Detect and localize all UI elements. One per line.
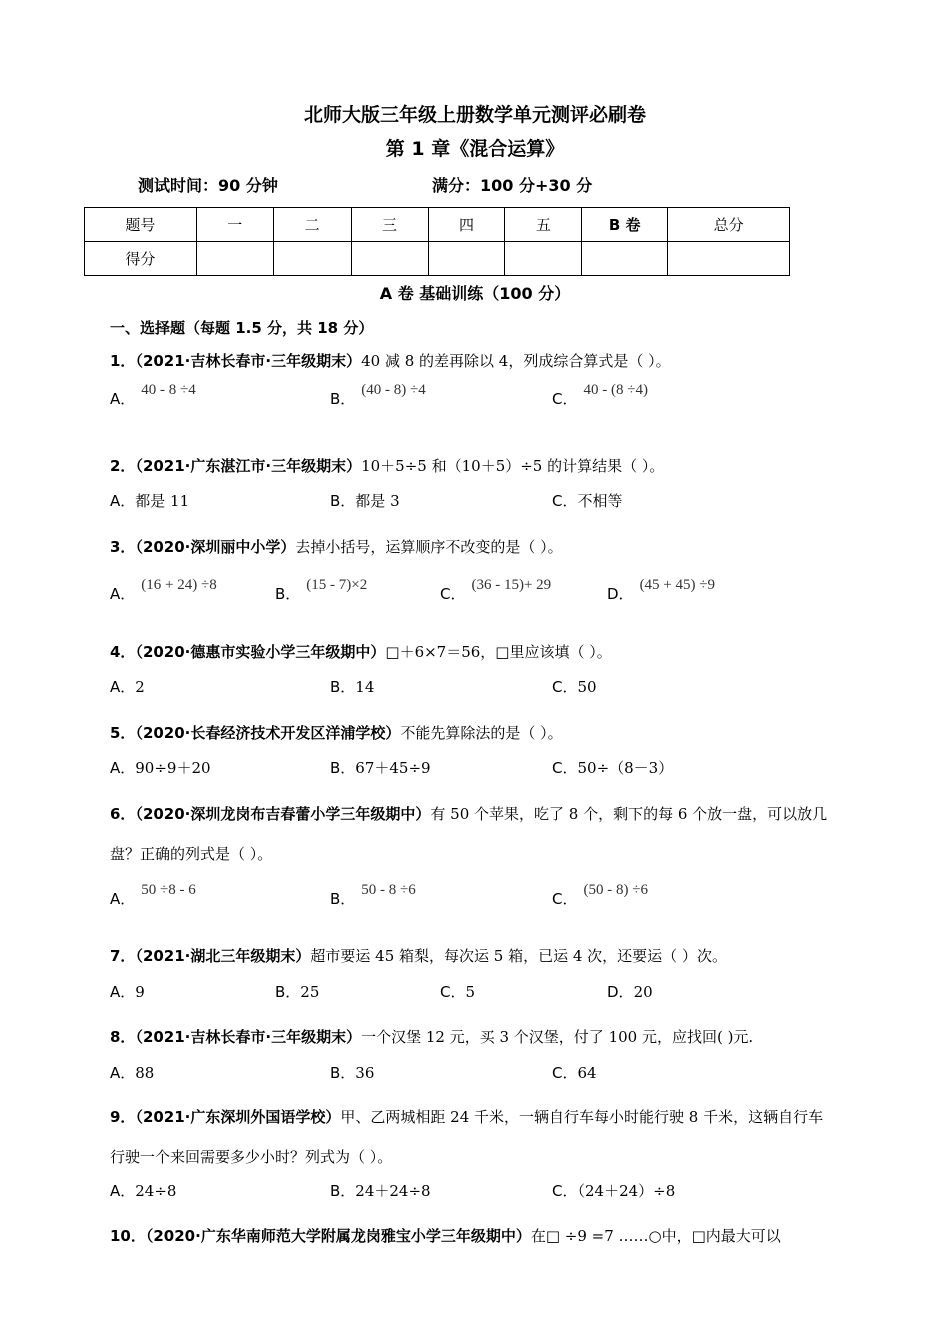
score-table-header-row [85,208,790,242]
option-c[interactable]: C．5 [440,983,476,1001]
option-b[interactable]: B．14 [330,678,375,696]
option-d[interactable]: D．20 [607,983,653,1001]
score-cell [428,242,505,276]
option-c[interactable]: C． (50 - 8) ÷6 [552,882,648,908]
question-4-options [110,676,838,706]
option-c[interactable]: C．（24＋24）÷8 [552,1182,676,1200]
option-a[interactable]: A．24÷8 [110,1182,177,1200]
question-9: 9．（2021·广东深圳外国语学校）甲、乙两城相距 24 千米，一辆自行车每小时能行驶 8 千米，这辆自行车行驶一个来回需要多少小时？列式为（ ）。 [110,1108,824,1166]
table-cell: 三 [351,208,428,242]
document-title: 北师大版三年级上册数学单元测评必刷卷 [303,104,646,126]
score-cell [196,242,273,276]
option-a[interactable]: A．都是 11 [110,492,190,510]
option-b[interactable]: B． (15 - 7)×2 [275,577,368,603]
option-a[interactable]: A．2 [110,678,145,696]
table-cell: B 卷 [582,208,668,242]
option-c[interactable]: C．50÷（8－3） [552,759,674,777]
table-cell: 总分 [668,208,790,242]
table-cell: 四 [428,208,505,242]
question-2-options [110,490,838,520]
option-b[interactable]: B．67＋45÷9 [330,759,431,777]
question-1-options [110,382,838,418]
option-a[interactable]: A． 50 ÷8 - 6 [110,882,196,908]
option-a[interactable]: A．90÷9＋20 [110,759,211,777]
question-7: 7．（2021·湖北三年级期末）超市要运 45 箱梨，每次运 5 箱，已运 4 次，还要运（ ）次。 [110,947,727,965]
score-cell [582,242,668,276]
question-8-options [110,1062,838,1092]
option-c[interactable]: C． (36 - 15)+ 29 [440,577,552,603]
part-1-title: 一、选择题（每题 1.5 分，共 18 分） [110,319,374,337]
test-time: 测试时间：90 分钟 [138,176,278,195]
score-cell [351,242,428,276]
table-cell: 得分 [85,242,197,276]
section-a-title: A 卷 基础训练（100 分） [379,284,571,303]
table-cell: 五 [505,208,582,242]
option-a[interactable]: A． 40 - 8 ÷4 [110,382,196,408]
option-d[interactable]: D． (45 + 45) ÷9 [607,577,715,603]
score-table [84,207,790,276]
full-score: 满分：100 分+30 分 [432,176,593,195]
option-b[interactable]: B．24＋24÷8 [330,1182,431,1200]
chapter-title: 第 1 章《混合运算》 [385,138,565,160]
option-c[interactable]: C．50 [552,678,597,696]
option-b[interactable]: B． 50 - 8 ÷6 [330,882,416,908]
question-3-options [110,577,838,613]
table-cell: 题号 [85,208,197,242]
option-c[interactable]: C．64 [552,1064,597,1082]
question-6-options [110,882,838,918]
option-a[interactable]: A．9 [110,983,145,1001]
question-10: 10．（2020·广东华南师范大学附属龙岗雅宝小学三年级期中）在□ ÷9 =7 ……○中，□内最大可以 [110,1227,781,1245]
question-3: 3．（2020·深圳丽中小学）去掉小括号，运算顺序不改变的是（ ）。 [110,538,563,556]
option-b[interactable]: B．25 [275,983,320,1001]
question-5: 5．（2020·长春经济技术开发区洋浦学校）不能先算除法的是（ ）。 [110,724,563,742]
option-c[interactable]: C．不相等 [552,492,623,510]
question-7-options [110,981,838,1011]
score-cell [273,242,351,276]
option-c[interactable]: C． 40 - (8 ÷4) [552,382,648,408]
question-6: 6．（2020·深圳龙岗布吉春蕾小学三年级期中）有 50 个苹果，吃了 8 个，剩下的每 6 个放一盘，可以放几盘？正确的列式是（ ）。 [110,805,828,863]
question-5-options [110,757,838,787]
option-b[interactable]: B． (40 - 8) ÷4 [330,382,426,408]
question-4: 4．（2020·德惠市实验小学三年级期中）□＋6×7＝56，□里应该填（ ）。 [110,643,612,661]
question-9-options [110,1180,838,1210]
question-1: 1．（2021·吉林长春市·三年级期末）40 减 8 的差再除以 4，列成综合算式是（ ）。 [110,352,671,370]
option-a[interactable]: A．88 [110,1064,155,1082]
score-cell [668,242,790,276]
option-b[interactable]: B．都是 3 [330,492,400,510]
question-2: 2．（2021·广东湛江市·三年级期末）10＋5÷5 和（10＋5）÷5 的计算结果（ ）。 [110,457,665,475]
option-a[interactable]: A． (16 + 24) ÷8 [110,577,217,603]
score-cell [505,242,582,276]
table-cell: 二 [273,208,351,242]
question-8: 8．（2021·吉林长春市·三年级期末）一个汉堡 12 元，买 3 个汉堡，付了 100 元，应找回( )元. [110,1028,754,1046]
table-cell: 一 [196,208,273,242]
score-table-score-row [85,242,790,276]
option-b[interactable]: B．36 [330,1064,375,1082]
